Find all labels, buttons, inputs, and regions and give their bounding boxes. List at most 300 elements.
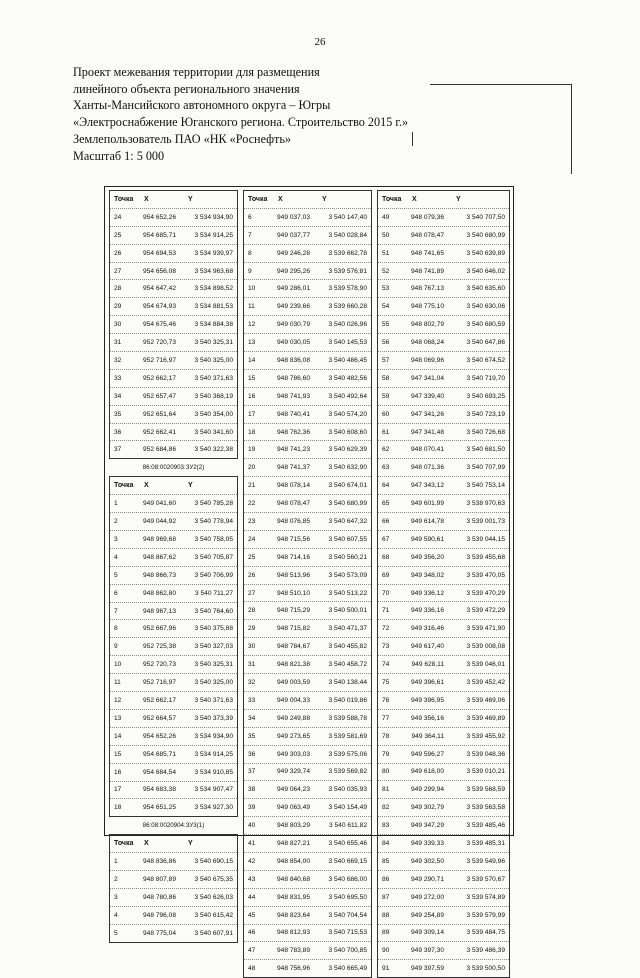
x-cell: 952 716,97 — [142, 679, 176, 687]
point-cell: 38 — [248, 786, 256, 794]
table-header — [110, 477, 237, 494]
y-cell: 3 540 325,31 — [194, 339, 233, 347]
x-cell: 954 647,42 — [142, 285, 176, 293]
y-cell: 3 539 576,81 — [328, 267, 367, 275]
point-cell: 66 — [382, 517, 390, 525]
table-row — [378, 297, 509, 315]
x-cell: 952 662,41 — [142, 428, 176, 436]
x-cell: 948 714,16 — [276, 553, 310, 561]
y-cell: 3 540 145,53 — [328, 339, 367, 347]
point-cell: 42 — [248, 857, 256, 865]
point-cell: 31 — [248, 661, 256, 669]
point-cell: 90 — [382, 947, 390, 955]
point-cell: 36 — [248, 750, 256, 758]
y-cell: 3 540 674,52 — [466, 356, 505, 364]
point-cell: 52 — [382, 267, 390, 275]
x-cell: 948 827,21 — [276, 840, 310, 847]
y-cell: 3 534 898,52 — [194, 285, 233, 293]
point-cell: 57 — [382, 356, 390, 364]
point-cell: 58 — [382, 374, 390, 382]
x-cell: 948 078,47 — [276, 500, 310, 508]
title-line-5: Землепользователь ПАО «НК «Роснефть» — [73, 131, 292, 146]
y-cell: 3 534 934,90 — [194, 732, 233, 740]
point-cell: 7 — [248, 231, 252, 239]
point-cell: 18 — [114, 804, 122, 812]
x-cell: 948 756,96 — [276, 965, 310, 973]
y-cell: 3 539 472,29 — [466, 607, 505, 615]
title-line-4: «Электроснабжение Юганского региона. Строительство 2015 г.» — [73, 115, 409, 130]
table-row — [110, 906, 237, 924]
point-cell: 28 — [248, 607, 256, 615]
table-row — [110, 727, 237, 745]
coordinates-table — [377, 190, 510, 978]
x-cell: 954 651,25 — [142, 804, 176, 812]
y-cell: 3 539 008,08 — [466, 643, 505, 651]
x-cell: 948 069,96 — [410, 356, 444, 364]
point-cell: 46 — [248, 929, 256, 937]
point-cell: 23 — [248, 517, 256, 525]
table-row — [378, 763, 509, 781]
point-cell: 1 — [114, 858, 118, 866]
y-cell: 3 540 723,19 — [466, 410, 505, 418]
point-cell: 72 — [382, 625, 390, 633]
x-cell: 948 070,41 — [410, 446, 444, 454]
table-row — [110, 924, 237, 942]
y-cell: 3 534 914,25 — [194, 231, 233, 239]
x-cell: 949 254,89 — [410, 911, 444, 919]
y-cell: 3 540 486,45 — [328, 356, 367, 364]
table-row — [244, 279, 371, 297]
table-row — [378, 405, 509, 423]
x-cell: 947 341,04 — [410, 374, 444, 382]
table-row — [378, 512, 509, 530]
table-row — [378, 906, 509, 924]
point-cell: 2 — [114, 876, 118, 883]
table-row — [378, 870, 509, 888]
table-row — [244, 423, 371, 441]
point-cell: 2 — [114, 518, 118, 526]
x-cell: 948 076,85 — [276, 517, 310, 525]
y-cell: 3 534 963,68 — [194, 267, 233, 275]
y-cell: 3 539 578,90 — [328, 285, 367, 293]
point-cell: 32 — [248, 678, 256, 686]
x-cell: 949 364,11 — [411, 732, 444, 740]
coordinates-table — [109, 476, 238, 817]
x-cell: 952 725,38 — [142, 643, 176, 651]
x-cell: 949 596,27 — [410, 750, 444, 758]
y-header: Y — [188, 840, 193, 848]
table-row — [378, 333, 509, 351]
point-header: Точка — [114, 195, 134, 203]
point-cell: 39 — [248, 804, 256, 812]
page-number: 26 — [314, 36, 326, 48]
x-cell: 948 715,82 — [276, 625, 310, 633]
x-cell: 949 302,79 — [410, 804, 444, 812]
y-cell: 3 540 455,82 — [328, 643, 367, 651]
x-cell: 949 302,50 — [410, 857, 444, 865]
x-cell: 952 657,47 — [142, 392, 176, 400]
point-header: Точка — [114, 840, 134, 848]
point-cell: 45 — [248, 911, 256, 919]
x-cell: 952 664,57 — [142, 714, 176, 722]
point-cell: 44 — [248, 893, 256, 901]
y-cell: 3 539 569,82 — [328, 768, 367, 776]
table-row — [110, 244, 237, 262]
point-cell: 30 — [248, 643, 256, 651]
table-row — [110, 297, 237, 315]
y-cell: 3 540 675,35 — [194, 876, 233, 883]
table-row — [244, 387, 371, 405]
table-row — [378, 530, 509, 548]
x-cell: 949 329,74 — [276, 768, 310, 776]
table-row — [378, 798, 509, 816]
y-cell: 3 540 373,39 — [194, 714, 233, 722]
table-row — [378, 440, 509, 458]
table-row — [110, 423, 237, 441]
y-cell: 3 540 325,31 — [194, 661, 233, 669]
table-row — [378, 924, 509, 942]
table-row — [244, 601, 371, 619]
y-cell: 3 540 458,72 — [328, 661, 367, 669]
table-row — [244, 208, 371, 226]
y-cell: 3 539 470,29 — [466, 589, 505, 597]
table-row — [244, 673, 371, 691]
y-cell: 3 540 574,20 — [328, 410, 367, 418]
table-row — [378, 369, 509, 387]
point-cell: 83 — [382, 822, 390, 830]
point-cell: 91 — [382, 965, 390, 973]
x-cell: 949 286,01 — [276, 285, 310, 293]
x-cell: 949 336,12 — [410, 589, 444, 597]
x-header: X — [144, 195, 149, 203]
table-row — [110, 262, 237, 280]
x-cell: 949 316,46 — [410, 625, 444, 633]
y-cell: 3 540 639,89 — [466, 249, 505, 257]
point-cell: 3 — [114, 535, 118, 543]
x-cell: 949 628,11 — [411, 661, 444, 669]
x-cell: 948 866,73 — [142, 571, 176, 579]
x-cell: 949 601,99 — [410, 500, 444, 508]
x-cell: 949 041,60 — [142, 500, 176, 508]
point-cell: 54 — [382, 303, 390, 311]
point-cell: 85 — [382, 857, 390, 865]
table-row — [244, 440, 371, 458]
y-cell: 3 539 484,75 — [466, 929, 505, 937]
y-cell: 3 540 026,96 — [328, 321, 367, 329]
y-cell: 3 540 615,42 — [194, 911, 233, 919]
x-cell: 948 078,14 — [276, 482, 310, 490]
y-cell: 3 540 726,68 — [466, 428, 505, 436]
y-header: Y — [456, 195, 461, 203]
x-cell: 954 685,71 — [142, 231, 176, 239]
point-cell: 49 — [382, 213, 390, 221]
y-cell: 3 539 469,89 — [466, 714, 505, 722]
y-cell: 3 540 704,54 — [328, 911, 367, 919]
table-row — [244, 655, 371, 673]
x-cell: 949 347,29 — [410, 822, 444, 830]
table-row — [378, 387, 509, 405]
table-row — [244, 745, 371, 763]
y-cell: 3 540 680,99 — [328, 500, 367, 508]
point-cell: 25 — [114, 231, 122, 239]
coordinates-table — [243, 190, 372, 978]
x-cell: 949 003,59 — [276, 678, 310, 686]
y-cell: 3 539 500,50 — [466, 965, 505, 973]
point-cell: 78 — [382, 732, 390, 740]
y-cell: 3 539 660,28 — [328, 303, 367, 311]
table-row — [378, 208, 509, 226]
point-cell: 11 — [114, 679, 121, 687]
point-cell: 87 — [382, 893, 390, 901]
point-cell: 59 — [382, 392, 390, 400]
y-cell: 3 539 581,69 — [328, 732, 367, 740]
x-cell: 948 823,64 — [276, 911, 310, 919]
scale-line: Масштаб 1: 5 000 — [73, 148, 165, 163]
x-cell: 949 618,00 — [410, 768, 444, 776]
point-cell: 70 — [382, 589, 390, 597]
y-cell: 3 539 570,67 — [466, 875, 505, 883]
point-cell: 35 — [114, 410, 122, 418]
table-row — [378, 888, 509, 906]
y-cell: 3 540 632,90 — [328, 464, 367, 472]
point-cell: 12 — [248, 321, 256, 329]
x-cell: 949 396,61 — [410, 678, 444, 686]
x-cell: 952 651,64 — [142, 410, 176, 418]
point-cell: 33 — [248, 696, 256, 704]
y-cell: 3 539 471,90 — [466, 625, 505, 633]
y-cell: 3 540 695,50 — [328, 893, 367, 901]
x-cell: 949 348,02 — [410, 571, 444, 579]
y-cell: 3 540 758,05 — [194, 535, 233, 543]
x-cell: 949 396,95 — [410, 696, 444, 704]
x-cell: 949 063,49 — [276, 804, 310, 812]
y-cell: 3 539 469,06 — [466, 696, 505, 704]
point-cell: 80 — [382, 768, 390, 776]
y-cell: 3 539 010,21 — [466, 768, 505, 776]
point-cell: 16 — [114, 768, 122, 776]
x-cell: 948 803,29 — [276, 822, 310, 830]
y-cell: 3 540 482,56 — [328, 374, 367, 382]
y-cell: 3 539 001,73 — [466, 517, 505, 525]
y-cell: 3 534 914,25 — [194, 750, 233, 758]
table-row — [378, 780, 509, 798]
table-row — [244, 369, 371, 387]
table-row — [378, 941, 509, 959]
point-cell: 62 — [382, 446, 390, 454]
point-cell: 40 — [248, 822, 256, 830]
table-row — [110, 440, 237, 458]
x-cell: 952 667,96 — [142, 625, 176, 633]
point-cell: 4 — [114, 911, 118, 919]
table-row — [110, 763, 237, 781]
y-cell: 3 539 455,68 — [466, 553, 505, 561]
point-cell: 75 — [382, 678, 390, 686]
table-row — [244, 888, 371, 906]
y-cell: 3 540 607,91 — [194, 929, 233, 937]
point-cell: 71 — [382, 607, 390, 615]
x-header: X — [144, 840, 149, 848]
table-row — [244, 637, 371, 655]
table-row — [378, 673, 509, 691]
point-cell: 15 — [114, 750, 122, 758]
x-cell: 948 867,62 — [142, 553, 176, 561]
x-cell: 948 836,86 — [142, 858, 176, 866]
x-cell: 948 741,89 — [410, 267, 444, 275]
x-cell: 949 273,65 — [276, 732, 310, 740]
y-cell: 3 540 690,15 — [194, 858, 233, 866]
table-row — [378, 262, 509, 280]
x-cell: 948 840,68 — [276, 875, 310, 883]
y-cell: 3 540 705,87 — [194, 553, 233, 561]
y-cell: 3 539 485,31 — [466, 840, 505, 847]
table-row — [378, 691, 509, 709]
point-cell: 50 — [382, 231, 390, 239]
point-cell: 12 — [114, 696, 122, 704]
point-cell: 17 — [248, 410, 256, 418]
y-cell: 3 540 719,70 — [466, 374, 505, 382]
point-cell: 19 — [248, 446, 256, 454]
point-cell: 18 — [248, 428, 256, 436]
y-cell: 3 540 753,14 — [466, 482, 505, 490]
table-row — [244, 512, 371, 530]
table-row — [244, 959, 371, 977]
y-cell: 3 540 325,00 — [194, 356, 233, 364]
y-cell: 3 540 680,59 — [466, 321, 505, 329]
point-cell: 63 — [382, 464, 390, 472]
y-cell: 3 540 611,82 — [328, 822, 367, 830]
table-row — [244, 297, 371, 315]
point-cell: 65 — [382, 500, 390, 508]
y-cell: 3 540 028,84 — [328, 231, 367, 239]
y-cell: 3 539 588,78 — [328, 714, 367, 722]
y-cell: 3 540 681,50 — [466, 446, 505, 454]
x-cell: 954 652,26 — [142, 732, 176, 740]
point-cell: 27 — [114, 267, 122, 275]
x-cell: 949 249,88 — [276, 714, 310, 722]
y-cell: 3 539 549,96 — [466, 857, 505, 865]
table-row — [110, 208, 237, 226]
point-cell: 20 — [248, 464, 256, 472]
x-cell: 948 802,79 — [410, 321, 444, 329]
y-cell: 3 540 655,46 — [328, 840, 367, 847]
point-cell: 10 — [248, 285, 256, 293]
table-row — [244, 763, 371, 781]
table-row — [378, 458, 509, 476]
y-cell: 3 534 881,53 — [194, 303, 233, 311]
y-cell: 3 540 629,39 — [328, 446, 367, 454]
table-row — [110, 745, 237, 763]
y-cell: 3 539 044,15 — [466, 535, 505, 543]
table-row — [110, 673, 237, 691]
point-cell: 15 — [248, 374, 256, 382]
y-cell: 3 539 486,39 — [466, 947, 505, 955]
point-cell: 60 — [382, 410, 390, 418]
y-cell: 3 540 154,49 — [328, 804, 367, 812]
plot-label: 86:08:0020904:ЗУ3(1) — [142, 822, 205, 830]
point-cell: 17 — [114, 786, 122, 794]
table-row — [378, 548, 509, 566]
point-cell: 64 — [382, 482, 390, 490]
y-cell: 3 540 368,19 — [194, 392, 233, 400]
y-cell: 3 540 325,00 — [194, 679, 233, 687]
y-cell: 3 540 035,93 — [328, 786, 367, 794]
point-cell: 47 — [248, 947, 256, 955]
table-row — [110, 369, 237, 387]
table-row — [110, 798, 237, 816]
table-header — [244, 191, 371, 208]
table-row — [110, 655, 237, 673]
point-cell: 74 — [382, 661, 390, 669]
y-cell: 3 540 375,88 — [194, 625, 233, 633]
y-cell: 3 540 647,86 — [466, 339, 505, 347]
y-cell: 3 539 046,01 — [466, 661, 505, 669]
x-cell: 948 741,93 — [276, 392, 310, 400]
point-cell: 5 — [114, 571, 118, 579]
y-cell: 3 540 327,03 — [194, 643, 233, 651]
y-cell: 3 540 706,99 — [194, 571, 233, 579]
x-cell: 949 299,94 — [410, 786, 444, 794]
y-cell: 3 539 452,42 — [466, 678, 505, 686]
x-cell: 954 685,71 — [142, 750, 176, 758]
table-row — [244, 584, 371, 602]
table-row — [110, 619, 237, 637]
table-row — [110, 709, 237, 727]
table-row — [378, 709, 509, 727]
y-cell: 3 540 371,63 — [194, 696, 233, 704]
table-row — [110, 637, 237, 655]
plot-label: 86:08:0020903:ЗУ2(2) — [142, 464, 205, 472]
point-cell: 76 — [382, 696, 390, 704]
y-header: Y — [322, 195, 327, 203]
point-cell: 68 — [382, 553, 390, 561]
x-cell: 948 784,67 — [276, 643, 310, 651]
table-row — [244, 780, 371, 798]
y-header: Y — [188, 195, 193, 203]
table-header — [110, 191, 237, 208]
x-cell: 949 397,30 — [410, 947, 444, 955]
table-row — [244, 798, 371, 816]
x-header: X — [278, 195, 283, 203]
table-row — [378, 279, 509, 297]
y-cell: 3 540 471,37 — [328, 625, 367, 633]
x-cell: 948 071,36 — [410, 464, 444, 472]
table-row — [244, 226, 371, 244]
point-cell: 29 — [114, 303, 122, 311]
y-cell: 3 540 354,00 — [194, 410, 233, 418]
point-cell: 43 — [248, 875, 256, 883]
table-row — [110, 530, 237, 548]
point-cell: 82 — [382, 804, 390, 812]
x-cell: 949 004,33 — [276, 696, 310, 704]
y-cell: 3 540 513,22 — [328, 589, 367, 597]
point-cell: 51 — [382, 249, 390, 257]
point-cell: 61 — [382, 428, 390, 436]
table-row — [110, 888, 237, 906]
x-cell: 954 652,26 — [142, 213, 176, 221]
border-line — [430, 84, 572, 85]
table-row — [244, 941, 371, 959]
y-cell: 3 540 674,01 — [328, 482, 367, 490]
table-row — [110, 602, 237, 620]
y-cell: 3 540 573,09 — [328, 571, 367, 579]
point-cell: 33 — [114, 374, 122, 382]
point-cell: 8 — [248, 249, 252, 257]
x-cell: 949 272,00 — [410, 893, 444, 901]
x-cell: 948 969,68 — [142, 535, 176, 543]
point-cell: 30 — [114, 321, 122, 329]
table-row — [110, 333, 237, 351]
point-cell: 55 — [382, 321, 390, 329]
